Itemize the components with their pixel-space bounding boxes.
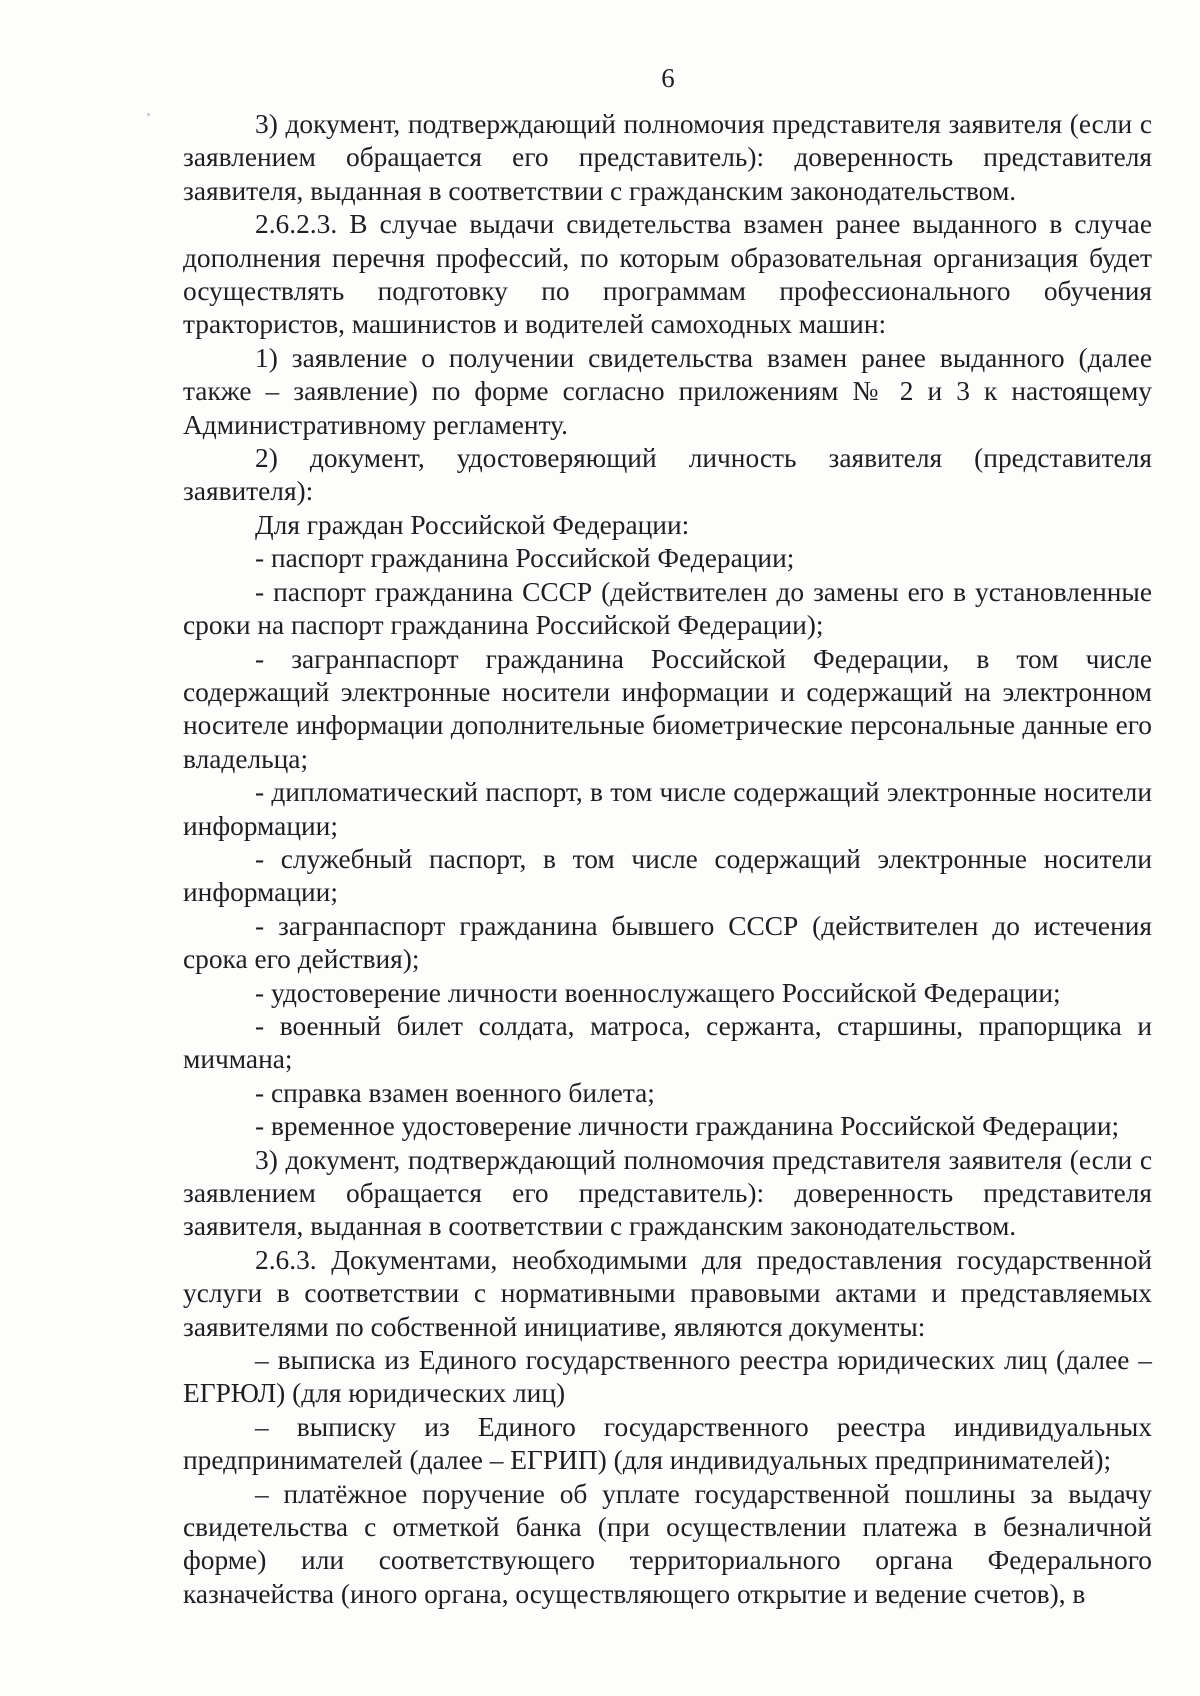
list-item-ussr-passport: - паспорт гражданина СССР (действителен до замены его в установленные сроки на паспорт гражданина Российской Федерации);: [183, 576, 1152, 641]
paragraph-identity-document: 2) документ, удостоверяющий личность заявителя (представителя заявителя):: [183, 443, 1152, 507]
paragraph-representative-authority: 3) документ, подтверждающий полномочия представителя заявителя (если с заявлением обращается его представитель): доверенность представителя заявителя, выданная в соответствии с гражданским законодательством.: [183, 109, 1152, 206]
list-item-diplomatic-passport: - дипломатический паспорт, в том числе содержащий электронные носители информации;: [183, 777, 1152, 841]
list-item-certificate-instead-of-ticket: - справка взамен военного билета;: [255, 1077, 655, 1108]
list-item-egrip: – выписку из Единого государственного реестра индивидуальных предпринимателей (далее – ЕГРИП) (для индивидуальных предпринимателей);: [183, 1411, 1152, 1476]
list-item-ussr-foreign-passport: - загранпаспорт гражданина бывшего СССР (действителен до истечения срока его действия);: [183, 910, 1152, 975]
list-item-military-id: - удостоверение личности военнослужащего Российской Федерации;: [255, 977, 1061, 1008]
list-item-service-passport: - служебный паспорт, в том числе содержащий электронные носители информации;: [183, 843, 1152, 908]
list-item-payment-order: – платёжное поручение об уплате государственной пошлины за выдачу свидетельства с отметкой банка (при осуществлении платежа в безналичной форме) или соответствующего территориального органа Федерального казначейства (иного органа, осуществляющего открытие и ведение счетов), в: [183, 1478, 1152, 1609]
paragraph-citizens-heading: Для граждан Российской Федерации:: [255, 509, 690, 540]
list-item-foreign-passport: - загранпаспорт гражданина Российской Федерации, в том числе содержащий электронные носители информации и содержащий на электронном носителе информации дополнительные биометрические персональные данные его владельца;: [183, 643, 1152, 774]
list-item-passport: - паспорт гражданина Российской Федерации;: [255, 543, 795, 574]
list-item-temporary-id: - временное удостоверение личности гражданина Российской Федерации;: [255, 1111, 1120, 1142]
scan-speck: [147, 113, 150, 116]
list-item-egrul: – выписка из Единого государственного реестра юридических лиц (далее – ЕГРЮЛ) (для юридических лиц): [183, 1345, 1152, 1409]
paragraph-application: 1) заявление о получении свидетельства взамен ранее выданного (далее также – заявление) по форме согласно приложениям № 2 и 3 к настоящему Административному регламенту.: [183, 342, 1152, 440]
paragraph-2-6-2-3: 2.6.2.3. В случае выдачи свидетельства взамен ранее выданного в случае дополнения перечня профессий, по которым образовательная организация будет осуществлять подготовку по программам профессионального обучения трактористов, машинистов и водителей самоходных машин:: [183, 209, 1152, 340]
page-body: [183, 108, 1152, 1611]
page-number: 6: [661, 63, 675, 93]
paragraph-2-6-3: 2.6.3. Документами, необходимыми для предоставления государственной услуги в соответствии с нормативными правовыми актами и представляемых заявителями по собственной инициативе, являются документы:: [183, 1244, 1152, 1342]
paragraph-representative-authority-2: 3) документ, подтверждающий полномочия представителя заявителя (если с заявлением обращается его представитель): доверенность представителя заявителя, выданная в соответствии с гражданским законодательством.: [183, 1144, 1152, 1242]
list-item-military-ticket: - военный билет солдата, матроса, сержанта, старшины, прапорщика и мичмана;: [183, 1010, 1152, 1075]
